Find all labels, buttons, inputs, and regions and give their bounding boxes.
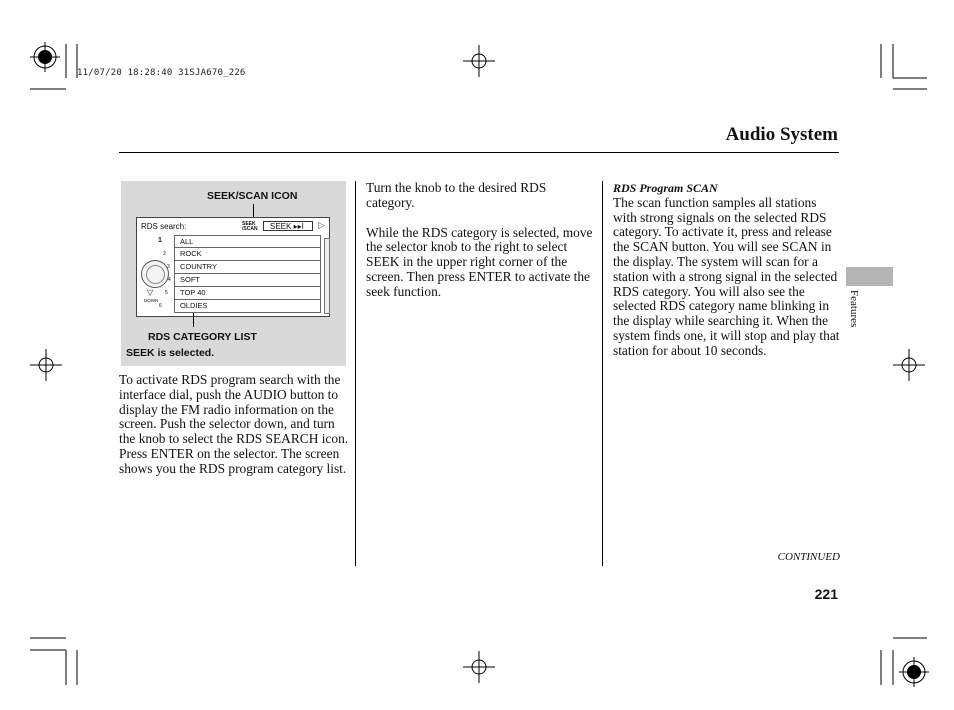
selector-knob-icon [141, 260, 169, 288]
list-item[interactable]: COUNTRY [174, 261, 321, 274]
right-arrow-icon: ▷ [318, 220, 325, 230]
seek-scan-icon-callout: SEEK/SCAN ICON [207, 190, 298, 202]
column-2 [366, 181, 598, 300]
display-screen [136, 217, 330, 317]
page-title: Audio System [725, 124, 838, 145]
knob-down-label: DOWN [144, 298, 159, 303]
column-divider [355, 181, 356, 566]
section-tab-label: Features [848, 290, 860, 328]
column-divider [602, 181, 603, 566]
paragraph: To activate RDS program search with the interface dial, push the AUDIO button to display the FM radio information on the screen. Push the selector down, and turn the knob to select the RDS SEARCH icon. Press ENTER on the selector. The screen shows you the RDS program category list. [119, 372, 349, 476]
category-number: 6 [159, 303, 162, 309]
column-1 [119, 373, 349, 477]
scrollbar [324, 238, 330, 314]
crosshair-icon [30, 349, 62, 381]
paragraph: The scan function samples all stations with strong signals on the selected RDS category. To activate it, press and release the SCAN button. You will see SCAN in the display. The system will scan for a station with a strong signal in the selected RDS category. You will also see the selected RDS category name blinking in the display while searching it. When the system finds one, it will stop and play that station for about 10 seconds. [613, 194, 840, 358]
rds-category-list [174, 235, 321, 313]
category-number: 5 [165, 290, 168, 296]
crosshair-icon [893, 349, 925, 381]
category-number: 4 [168, 277, 171, 283]
list-item[interactable]: OLDIES [174, 300, 321, 313]
list-item[interactable]: SOFT [174, 274, 321, 287]
category-number: 2 [163, 251, 166, 257]
list-item[interactable]: ROCK [174, 248, 321, 261]
seek-button[interactable]: SEEK ▸▸I [263, 221, 313, 231]
crosshair-icon [463, 45, 495, 77]
section-heading: RDS Program SCAN [613, 181, 718, 195]
paragraph: While the RDS category is selected, move the selector knob to the right to select SEEK in the upper right corner of the screen. Then press ENTER to activate the seek function. [366, 224, 593, 299]
rds-search-label: RDS search: [141, 222, 187, 231]
page-number: 221 [814, 586, 838, 602]
category-number: 3 [167, 264, 170, 270]
registration-target-icon [30, 42, 60, 72]
crosshair-icon [463, 651, 495, 683]
section-tab [846, 267, 893, 286]
title-rule [119, 152, 839, 153]
continued-label: CONTINUED [777, 551, 840, 563]
callout-leader [193, 313, 194, 327]
print-stamp: 11/07/20 18:28:40 31SJA670_226 [77, 68, 246, 78]
figure-caption: SEEK is selected. [126, 347, 215, 359]
registration-target-icon [899, 657, 929, 687]
paragraph: Turn the knob to the desired RDS category. [366, 180, 547, 210]
seek-scan-icon: SEEK /SCAN [242, 221, 258, 232]
down-arrow-icon: ▽ [147, 288, 154, 297]
rds-category-list-callout: RDS CATEGORY LIST [148, 331, 257, 343]
list-item[interactable]: ALL [174, 235, 321, 248]
column-3 [613, 181, 843, 359]
category-number: 1 [158, 237, 162, 244]
rds-screen-figure [121, 181, 346, 366]
list-item[interactable]: TOP 40 [174, 287, 321, 300]
